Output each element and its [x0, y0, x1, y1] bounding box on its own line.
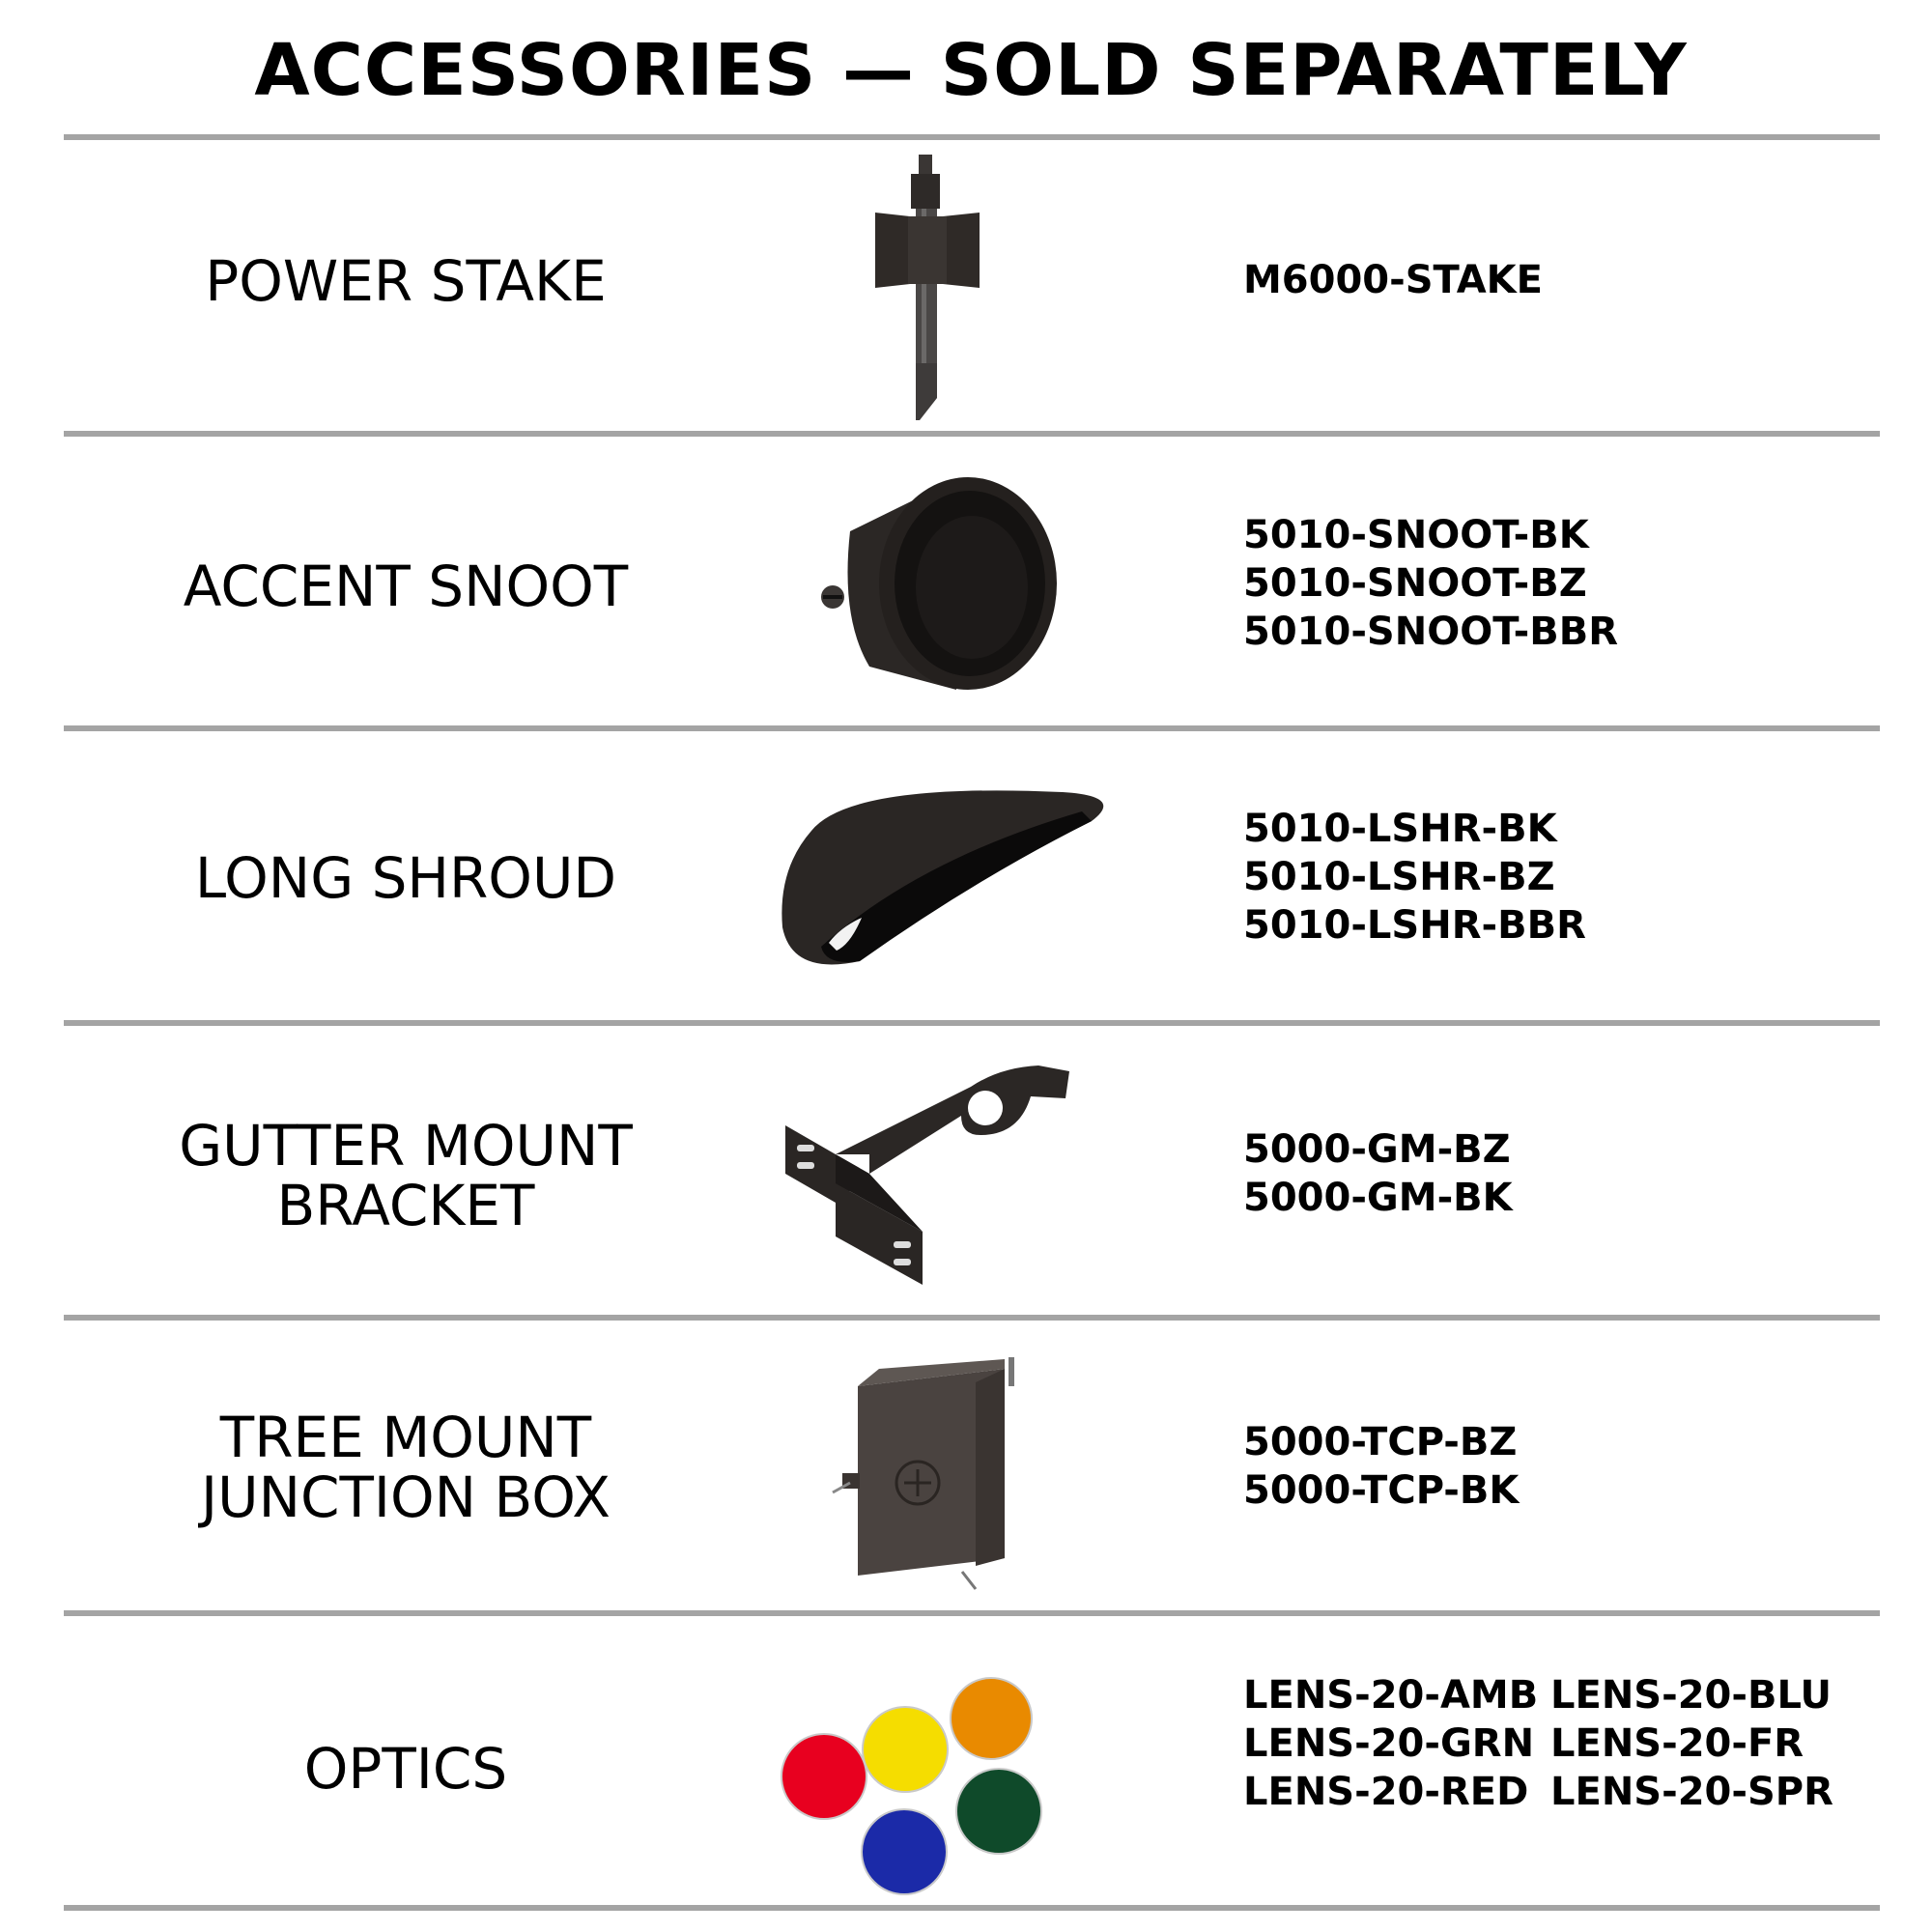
- part-number: 5000-GM-BZ: [1243, 1127, 1511, 1172]
- divider: [64, 431, 1880, 437]
- part-number: LENS-20-GRN: [1243, 1721, 1535, 1766]
- divider: [64, 134, 1880, 140]
- part-number: 5000-TCP-BK: [1243, 1468, 1520, 1513]
- accessory-name-line: JUNCTION BOX: [201, 1464, 611, 1530]
- part-number: M6000-STAKE: [1243, 258, 1543, 302]
- part-number-list: [1243, 1671, 1833, 1816]
- accessory-name-line: GUTTER MOUNT: [179, 1113, 633, 1179]
- accessory-name-line: BRACKET: [276, 1173, 535, 1238]
- part-number: LENS-20-FR: [1550, 1721, 1804, 1766]
- divider: [64, 1020, 1880, 1026]
- part-number: 5000-GM-BK: [1243, 1176, 1513, 1220]
- part-number: 5010-SNOOT-BZ: [1243, 561, 1587, 606]
- part-number: LENS-20-AMB: [1243, 1673, 1539, 1718]
- part-number-list: [1243, 805, 1586, 950]
- divider: [64, 725, 1880, 731]
- accessory-name: POWER STAKE: [205, 248, 607, 314]
- red-lens: [781, 1734, 867, 1819]
- part-number: 5000-TCP-BZ: [1243, 1420, 1518, 1464]
- part-number: 5010-SNOOT-BBR: [1243, 610, 1619, 654]
- part-number-list: [1243, 511, 1618, 656]
- part-number-list: [1243, 1418, 1519, 1515]
- part-number: LENS-20-BLU: [1550, 1673, 1832, 1718]
- accent-snoot-icon: [802, 473, 1072, 696]
- accessory-name: LONG SHROUD: [194, 845, 617, 911]
- junction-box-icon: [821, 1348, 1043, 1599]
- accessory-name: [155, 1405, 657, 1530]
- part-number: LENS-20-RED: [1243, 1770, 1529, 1814]
- accessory-name-line: TREE MOUNT: [219, 1405, 592, 1470]
- part-number: 5010-LSHR-BK: [1243, 807, 1557, 851]
- color-lenses-icon: [778, 1676, 1048, 1908]
- divider: [64, 1315, 1880, 1321]
- part-number: LENS-20-SPR: [1550, 1770, 1833, 1814]
- part-number: 5010-SNOOT-BK: [1243, 513, 1589, 557]
- power-stake-icon: [850, 145, 1043, 430]
- amber-lens: [951, 1678, 1032, 1759]
- part-number-list: [1243, 1125, 1513, 1222]
- part-number: 5010-LSHR-BBR: [1243, 903, 1586, 948]
- accessory-name: [155, 1113, 657, 1238]
- accessory-name: ACCENT SNOOT: [183, 554, 629, 619]
- blue-lens: [862, 1809, 947, 1894]
- green-lens: [956, 1769, 1041, 1854]
- divider: [64, 1610, 1880, 1616]
- page-title: ACCESSORIES — SOLD SEPARATELY: [254, 29, 1688, 112]
- accessory-name: OPTICS: [303, 1736, 508, 1802]
- part-number-list: [1243, 256, 1543, 304]
- gutter-mount-bracket-icon: [778, 1058, 1077, 1290]
- long-shroud-icon: [773, 782, 1121, 976]
- part-number: 5010-LSHR-BZ: [1243, 855, 1555, 899]
- yellow-lens: [863, 1707, 948, 1792]
